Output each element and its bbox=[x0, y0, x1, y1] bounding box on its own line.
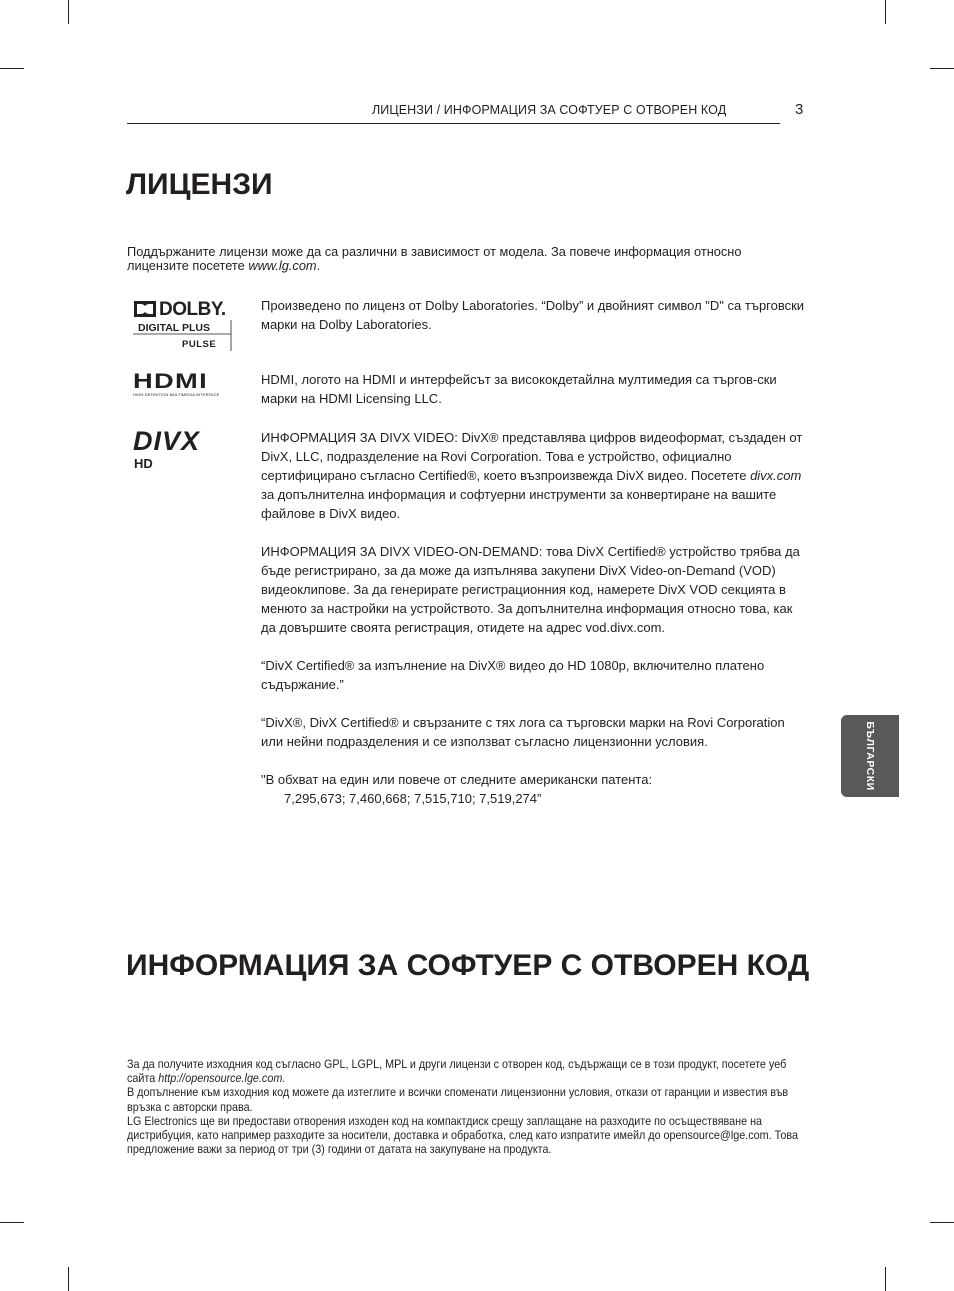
dolby-pulse: PULSE bbox=[182, 339, 217, 350]
intro-end: . bbox=[316, 258, 321, 273]
divx-p1-text: ИНФОРМАЦИЯ ЗА DIVX VIDEO: DivX® представлява цифров видеоформат, създаден от DivX, LLC, подразделение на Rovi Corporation. Това е устройство, официално сертифицирано съгласно Certified®, което възпроизвежда DivX видео. Посетете bbox=[261, 430, 803, 483]
intro-text: Поддържаните лицензи може да са различни в зависимост от модела. За повече информация относно лицензите посетете bbox=[127, 244, 742, 273]
oss-paragraph: LG Electronics ще ви предостави отворения изходен код на компактдиск срещу заплащане на разходите по осъществяване на дистрибуция, като например разходите за носители, доставка и обработка, след като изпратите имейл до opensource@lge.com. Това предложение важи за период от три (3) години от датата на закупуване на продукта. bbox=[127, 1114, 798, 1157]
divx-paragraph bbox=[261, 428, 806, 523]
oss-link: http://opensource.lge.com bbox=[158, 1072, 283, 1086]
section-title-licenses: ЛИЦЕНЗИ bbox=[126, 168, 273, 201]
oss-paragraph bbox=[127, 1058, 817, 1086]
crop-mark bbox=[68, 0, 69, 24]
running-header: ЛИЦЕНЗИ / ИНФОРМАЦИЯ ЗА СОФТУЕР С ОТВОРЕН КОД bbox=[372, 103, 727, 117]
hdmi-logo bbox=[133, 370, 233, 399]
crop-mark bbox=[68, 1267, 69, 1291]
dolby-wordmark: DOLBY. bbox=[159, 299, 226, 320]
divx-certified-paragraph: “DivX Certified® за изпълнение на DivX® видео до HD 1080p, включително платено съдържание.” bbox=[261, 658, 765, 692]
divx-logo bbox=[133, 426, 233, 474]
divx-wordmark: DIVX bbox=[133, 426, 201, 456]
oss-paragraph: В допълнение към изходния код можете да изтеглите и всички споменати лицензионни условия, откази от гаранции и известия във връзка с авторски права. bbox=[127, 1086, 789, 1114]
dolby-logo bbox=[133, 298, 233, 352]
dolby-text: Произведено по лиценз от Dolby Laboratories. “Dolby” и двойният символ "D" са търговски марки на Dolby Laboratories. bbox=[261, 298, 805, 332]
crop-mark bbox=[0, 1222, 24, 1223]
hdmi-subtitle: HIGH-DEFINITION MULTIMEDIA INTERFACE bbox=[133, 392, 220, 397]
hdmi-wordmark: HDMI bbox=[133, 370, 208, 393]
header-rule bbox=[127, 123, 780, 124]
crop-mark bbox=[930, 1222, 954, 1223]
divx-link: divx.com bbox=[750, 468, 802, 483]
open-source-text bbox=[127, 1058, 817, 1157]
divx-trademark-paragraph: “DivX®, DivX Certified® и свързаните с тях лога са търговски марки на Rovi Corporation или нейни подразделения и се използват съгласно лицензионни условия. bbox=[261, 715, 785, 749]
hdmi-text: HDMI, логото на HDMI и интерфейсът за висококдетайлна мултимедия са търгов-ски марки на HDMI Licensing LLC. bbox=[261, 372, 777, 406]
oss-p1-end: . bbox=[282, 1072, 286, 1086]
divx-patents-paragraph: "В обхват на един или повече от следните американски патента: bbox=[261, 772, 653, 787]
intro-link: www.lg.com bbox=[248, 258, 317, 273]
crop-mark bbox=[930, 68, 954, 69]
crop-mark bbox=[885, 0, 886, 24]
crop-mark bbox=[0, 68, 24, 69]
divx-patent-numbers: 7,295,673; 7,460,668; 7,515,710; 7,519,274” bbox=[284, 791, 542, 806]
crop-mark bbox=[885, 1267, 886, 1291]
divx-text bbox=[261, 428, 806, 808]
divx-hd-label: HD bbox=[134, 456, 153, 471]
licenses-intro bbox=[127, 245, 787, 273]
divx-p1-text-end: за допълнителна информация и софтуерни инструменти за конвертиране на вашите файлове в DivX видео. bbox=[261, 487, 777, 521]
dolby-digital-plus: DIGITAL PLUS bbox=[138, 322, 210, 334]
page-number: 3 bbox=[795, 101, 804, 118]
section-title-open-source: ИНФОРМАЦИЯ ЗА СОФТУЕР С ОТВОРЕН КОД bbox=[126, 949, 810, 982]
oss-p1-text: За да получите изходния код съгласно GPL, LGPL, MPL и други лицензи с отворен код, съдържащи се в този продукт, посетете уеб сайта bbox=[127, 1058, 787, 1086]
language-tab-label: БЪЛГАРСКИ bbox=[864, 721, 876, 791]
divx-vod-paragraph: ИНФОРМАЦИЯ ЗА DIVX VIDEO-ON-DEMAND: това DivX Certified® устройство трябва да бъде регистрирано, за да може да изпълнява закупени DivX Video-on-Demand (VOD) видеоклипове. За да генерирате регистрационния код, намерете DivX VOD секцията в менюто за настройки на устройството. За допълнителна информация относно това, как да довършите своята регистрация, отидете на адрес vod.divx.com. bbox=[261, 544, 800, 635]
language-side-tab bbox=[841, 715, 899, 797]
